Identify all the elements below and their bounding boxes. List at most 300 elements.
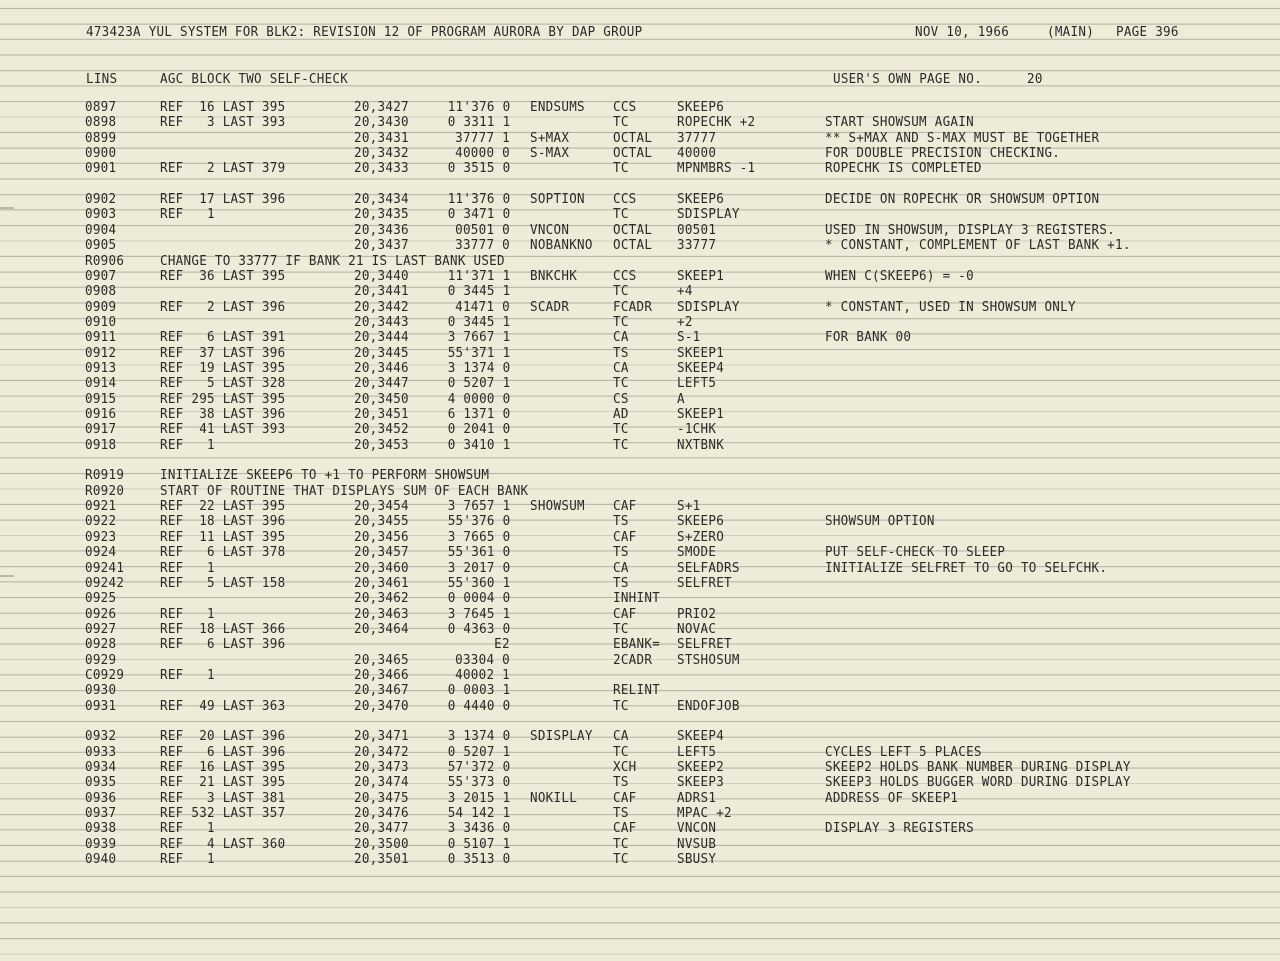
operand: SELFRET: [677, 574, 732, 591]
octal-code: 37777 1: [455, 129, 510, 146]
line-number: 0916: [85, 406, 117, 422]
octal-code: 0 3445 1: [447, 313, 510, 330]
address: 20,3470: [354, 697, 409, 714]
label: NOKILL: [530, 789, 578, 806]
label: SOPTION: [530, 191, 585, 208]
line-number: 0940: [85, 851, 117, 868]
address: 20,3437: [354, 237, 409, 254]
comment: DISPLAY 3 REGISTERS: [825, 820, 974, 837]
operand: SKEEP1: [677, 267, 725, 284]
opcode: TC: [613, 620, 629, 637]
octal-code: 3 1374 0: [447, 728, 510, 745]
line-number: 0923: [85, 528, 117, 545]
line-number: 0939: [85, 835, 117, 852]
reference: REF 5 LAST 158: [160, 574, 286, 591]
operand: NXTBNK: [677, 436, 725, 453]
comment: USED IN SHOWSUM, DISPLAY 3 REGISTERS.: [825, 221, 1116, 238]
address: 20,3477: [354, 820, 409, 837]
address: 20,3444: [354, 329, 409, 346]
address: 20,3435: [354, 206, 409, 223]
label: BNKCHK: [530, 267, 578, 284]
address: 20,3430: [354, 114, 409, 131]
listing-row: [0, 330, 1280, 345]
operand: SKEEP2: [677, 759, 725, 776]
line-number: 0938: [85, 820, 117, 837]
address: 20,3464: [354, 620, 409, 637]
address: 20,3447: [354, 375, 409, 392]
opcode: TS: [613, 344, 629, 361]
listing-row: [0, 315, 1280, 330]
operand: SELFRET: [677, 636, 732, 653]
listing-row: [0, 207, 1280, 222]
line-number: 0914: [85, 375, 117, 392]
octal-code: 0 3311 1: [447, 114, 510, 131]
reference: REF 6 LAST 396: [160, 636, 286, 653]
line-number: 0912: [85, 344, 117, 361]
operand: SKEEP6: [677, 99, 725, 115]
line-number: 0929: [85, 651, 117, 668]
operand: PRIO2: [677, 605, 717, 622]
listing-row: [0, 653, 1280, 668]
reference: REF 49 LAST 363: [160, 697, 286, 714]
opcode: AD: [613, 406, 629, 422]
comment: * CONSTANT, COMPLEMENT OF LAST BANK +1.: [825, 237, 1131, 254]
octal-code: 55'371 1: [447, 344, 510, 361]
comment: ROPECHK IS COMPLETED: [825, 160, 982, 177]
listing-row: [0, 223, 1280, 238]
operand: LEFT5: [677, 375, 717, 392]
opcode: FCADR: [613, 298, 653, 315]
opcode: OCTAL: [613, 221, 653, 238]
listing-row: [0, 238, 1280, 253]
opcode: TS: [613, 774, 629, 791]
opcode: TS: [613, 513, 629, 530]
operand: S+ZERO: [677, 528, 725, 545]
line-number: 09241: [85, 559, 125, 576]
lins-label: LINS: [86, 71, 118, 87]
line-number: 0901: [85, 160, 117, 177]
address: 20,3475: [354, 789, 409, 806]
operand: SELFADRS: [677, 559, 740, 576]
line-number: 0899: [85, 129, 117, 146]
listing-row: [0, 683, 1280, 698]
address: 20,3451: [354, 406, 409, 422]
line-number: 0917: [85, 421, 117, 438]
users-page-number: 20: [1027, 71, 1043, 87]
opcode: TC: [613, 697, 629, 714]
comment: FOR DOUBLE PRECISION CHECKING.: [825, 145, 1061, 162]
listing-row: [0, 115, 1280, 130]
opcode: CAF: [613, 528, 637, 545]
operand: -1CHK: [677, 421, 717, 438]
listing-row: [0, 699, 1280, 714]
line-number: 0935: [85, 774, 117, 791]
line-number: 0930: [85, 682, 117, 699]
octal-code: 57'372 0: [447, 759, 510, 776]
operand: SKEEP3: [677, 774, 725, 791]
remark-row: [0, 484, 1280, 499]
octal-code: 3 7657 1: [447, 498, 510, 515]
label: S+MAX: [530, 129, 570, 146]
listing-row: [0, 131, 1280, 146]
octal-code: 0 3410 1: [447, 436, 510, 453]
octal-code: 0 3445 1: [447, 283, 510, 300]
opcode: CAF: [613, 789, 637, 806]
opcode: TC: [613, 160, 629, 177]
opcode: CA: [613, 728, 629, 745]
line-number: 0902: [85, 191, 117, 208]
listing-row: [0, 300, 1280, 315]
reference: REF 37 LAST 396: [160, 344, 286, 361]
octal-code: 03304 0: [455, 651, 510, 668]
line-number: 0927: [85, 620, 117, 637]
octal-code: 41471 0: [455, 298, 510, 315]
remark-text: START OF ROUTINE THAT DISPLAYS SUM OF EACH BANK: [160, 482, 529, 499]
comment: SKEEP3 HOLDS BUGGER WORD DURING DISPLAY: [825, 774, 1131, 791]
opcode: TC: [613, 421, 629, 438]
line-number: 0900: [85, 145, 117, 162]
comment: FOR BANK 00: [825, 329, 912, 346]
reference: REF 19 LAST 395: [160, 359, 286, 376]
line-number: 0922: [85, 513, 117, 530]
reference: REF 17 LAST 396: [160, 191, 286, 208]
operand: SKEEP1: [677, 406, 725, 422]
listing-row: [0, 791, 1280, 806]
address: 20,3463: [354, 605, 409, 622]
reference: REF 36 LAST 395: [160, 267, 286, 284]
line-number: 0926: [85, 605, 117, 622]
comment: SHOWSUM OPTION: [825, 513, 935, 530]
opcode: TC: [613, 835, 629, 852]
line-number: 0918: [85, 436, 117, 453]
operand: SDISPLAY: [677, 206, 740, 223]
opcode: CA: [613, 559, 629, 576]
header-date: NOV 10, 1966: [915, 24, 1010, 40]
line-number: 0934: [85, 759, 117, 776]
line-number: 0897: [85, 99, 117, 115]
operand: S+1: [677, 498, 701, 515]
reference: REF 41 LAST 393: [160, 421, 286, 438]
line-number: 0925: [85, 590, 117, 607]
label: SHOWSUM: [530, 498, 585, 515]
line-number: 0898: [85, 114, 117, 131]
header-section: (MAIN): [1047, 24, 1095, 40]
address: 20,3473: [354, 759, 409, 776]
blank-row: [0, 177, 1280, 192]
line-number: 0913: [85, 359, 117, 376]
line-number: C0929: [85, 666, 125, 683]
address: 20,3450: [354, 390, 409, 407]
address: 20,3462: [354, 590, 409, 607]
opcode: TC: [613, 851, 629, 868]
octal-code: 55'361 0: [447, 544, 510, 561]
octal-code: 11'376 0: [447, 191, 510, 208]
listing-row: [0, 576, 1280, 591]
line-number: 0910: [85, 313, 117, 330]
operand: 37777: [677, 129, 717, 146]
operand: 00501: [677, 221, 717, 238]
octal-code: 4 0000 0: [447, 390, 510, 407]
reference: REF 1: [160, 851, 215, 868]
listing-row: [0, 146, 1280, 161]
opcode: EBANK=: [613, 636, 661, 653]
reference: REF 3 LAST 381: [160, 789, 286, 806]
listing-row: [0, 407, 1280, 422]
reference: REF 16 LAST 395: [160, 99, 286, 115]
octal-code: 0 4440 0: [447, 697, 510, 714]
octal-code: 3 3436 0: [447, 820, 510, 837]
block-title: AGC BLOCK TWO SELF-CHECK: [160, 71, 349, 87]
operand: S-1: [677, 329, 701, 346]
opcode: CA: [613, 329, 629, 346]
blank-row: [0, 453, 1280, 468]
operand: STSHOSUM: [677, 651, 740, 668]
reference: REF 18 LAST 396: [160, 513, 286, 530]
listing-row: [0, 622, 1280, 637]
operand: ROPECHK +2: [677, 114, 756, 131]
address: 20,3476: [354, 805, 409, 822]
line-number: 0933: [85, 743, 117, 760]
octal-code: 6 1371 0: [447, 406, 510, 422]
listing-row: [0, 346, 1280, 361]
listing-row: [0, 561, 1280, 576]
octal-code: 0 2041 0: [447, 421, 510, 438]
label: SCADR: [530, 298, 570, 315]
line-number: 0905: [85, 237, 117, 254]
operand: SKEEP1: [677, 344, 725, 361]
reference: REF 4 LAST 360: [160, 835, 286, 852]
operand: 40000: [677, 145, 717, 162]
comment: ** S+MAX AND S-MAX MUST BE TOGETHER: [825, 129, 1100, 146]
address: 20,3436: [354, 221, 409, 238]
address: 20,3433: [354, 160, 409, 177]
octal-code: 0 5207 1: [447, 375, 510, 392]
opcode: TS: [613, 805, 629, 822]
listing-row: [0, 545, 1280, 560]
opcode: RELINT: [613, 682, 661, 699]
address: 20,3455: [354, 513, 409, 530]
opcode: CAF: [613, 820, 637, 837]
reference: REF 2 LAST 379: [160, 160, 286, 177]
opcode: CAF: [613, 605, 637, 622]
address: 20,3467: [354, 682, 409, 699]
octal-code: 0 5207 1: [447, 743, 510, 760]
reference: REF 2 LAST 396: [160, 298, 286, 315]
reference: REF 38 LAST 396: [160, 406, 286, 422]
opcode: TC: [613, 375, 629, 392]
address: 20,3501: [354, 851, 409, 868]
listing-row: [0, 361, 1280, 376]
octal-code: 00501 0: [455, 221, 510, 238]
operand: MPNMBRS -1: [677, 160, 756, 177]
address: 20,3445: [354, 344, 409, 361]
listing-row: [0, 422, 1280, 437]
listing-row: [0, 438, 1280, 453]
octal-code: 3 7667 1: [447, 329, 510, 346]
address: 20,3460: [354, 559, 409, 576]
opcode: CA: [613, 359, 629, 376]
operand: SMODE: [677, 544, 717, 561]
opcode: CAF: [613, 498, 637, 515]
address: 20,3457: [354, 544, 409, 561]
operand: 33777: [677, 237, 717, 254]
listing-row: [0, 100, 1280, 115]
operand: VNCON: [677, 820, 717, 837]
operand: SKEEP6: [677, 191, 725, 208]
line-number: 0907: [85, 267, 117, 284]
opcode: CCS: [613, 191, 637, 208]
address: 20,3452: [354, 421, 409, 438]
remark-row: [0, 468, 1280, 483]
reference: REF 6 LAST 391: [160, 329, 286, 346]
line-number: R0906: [85, 252, 125, 269]
reference: REF 21 LAST 395: [160, 774, 286, 791]
listing-row: [0, 269, 1280, 284]
opcode: OCTAL: [613, 237, 653, 254]
comment: DECIDE ON ROPECHK OR SHOWSUM OPTION: [825, 191, 1100, 208]
line-number: 0924: [85, 544, 117, 561]
listing-row: [0, 591, 1280, 606]
listing-row: [0, 821, 1280, 836]
listing-row: [0, 607, 1280, 622]
line-number: 0932: [85, 728, 117, 745]
line-number: 0903: [85, 206, 117, 223]
listing-row: [0, 837, 1280, 852]
reference: REF 1: [160, 559, 215, 576]
octal-code: 40000 0: [455, 145, 510, 162]
reference: REF 532 LAST 357: [160, 805, 286, 822]
address: 20,3465: [354, 651, 409, 668]
octal-code: 11'371 1: [447, 267, 510, 284]
opcode: TS: [613, 574, 629, 591]
reference: REF 3 LAST 393: [160, 114, 286, 131]
line-number: 0909: [85, 298, 117, 315]
operand: NOVAC: [677, 620, 717, 637]
address: 20,3434: [354, 191, 409, 208]
opcode: OCTAL: [613, 129, 653, 146]
address: 20,3427: [354, 99, 409, 115]
octal-code: 3 2015 1: [447, 789, 510, 806]
opcode: CS: [613, 390, 629, 407]
comment: SKEEP2 HOLDS BANK NUMBER DURING DISPLAY: [825, 759, 1131, 776]
operand: NVSUB: [677, 835, 717, 852]
line-number: R0920: [85, 482, 125, 499]
operand: SBUSY: [677, 851, 717, 868]
octal-code: 0 0003 1: [447, 682, 510, 699]
opcode: TC: [613, 114, 629, 131]
octal-code: 55'376 0: [447, 513, 510, 530]
octal-code: 3 2017 0: [447, 559, 510, 576]
octal-code: 0 3515 0: [447, 160, 510, 177]
listing-row: [0, 729, 1280, 744]
octal-code: 3 1374 0: [447, 359, 510, 376]
comment: WHEN C(SKEEP6) = -0: [825, 267, 974, 284]
line-number: 0908: [85, 283, 117, 300]
address: 20,3446: [354, 359, 409, 376]
octal-code: 3 7665 0: [447, 528, 510, 545]
operand: ADRS1: [677, 789, 717, 806]
remark-text: CHANGE TO 33777 IF BANK 21 IS LAST BANK USED: [160, 252, 505, 269]
users-page-label: USER'S OWN PAGE NO.: [833, 71, 982, 87]
address: 20,3431: [354, 129, 409, 146]
address: 20,3472: [354, 743, 409, 760]
label: NOBANKNO: [530, 237, 593, 254]
opcode: CCS: [613, 267, 637, 284]
opcode: TC: [613, 206, 629, 223]
address: 20,3471: [354, 728, 409, 745]
octal-code: E2: [494, 636, 510, 653]
comment: PUT SELF-CHECK TO SLEEP: [825, 544, 1006, 561]
address: 20,3432: [354, 145, 409, 162]
reference: REF 1: [160, 820, 215, 837]
operand: +4: [677, 283, 693, 300]
listing-row: [0, 514, 1280, 529]
comment: CYCLES LEFT 5 PLACES: [825, 743, 982, 760]
header-title: 473423A YUL SYSTEM FOR BLK2: REVISION 12 OF PROGRAM AURORA BY DAP GROUP: [86, 24, 643, 40]
operand: SKEEP4: [677, 728, 725, 745]
opcode: TC: [613, 436, 629, 453]
listing-row: [0, 392, 1280, 407]
listing-row: [0, 192, 1280, 207]
address: 20,3453: [354, 436, 409, 453]
operand: MPAC +2: [677, 805, 732, 822]
octal-code: 0 3471 0: [447, 206, 510, 223]
reference: REF 16 LAST 395: [160, 759, 286, 776]
octal-code: 33777 0: [455, 237, 510, 254]
reference: REF 1: [160, 666, 215, 683]
listing-row: [0, 852, 1280, 867]
listing-row: [0, 499, 1280, 514]
line-number: 0915: [85, 390, 117, 407]
listing-row: [0, 668, 1280, 683]
operand: SKEEP4: [677, 359, 725, 376]
label: VNCON: [530, 221, 570, 238]
reference: REF 1: [160, 436, 215, 453]
listing-row: [0, 775, 1280, 790]
octal-code: 0 0004 0: [447, 590, 510, 607]
opcode: TS: [613, 544, 629, 561]
listing-row: [0, 760, 1280, 775]
opcode: INHINT: [613, 590, 661, 607]
opcode: OCTAL: [613, 145, 653, 162]
reference: REF 18 LAST 366: [160, 620, 286, 637]
line-number: 0936: [85, 789, 117, 806]
address: 20,3456: [354, 528, 409, 545]
operand: SKEEP6: [677, 513, 725, 530]
line-number: R0919: [85, 467, 125, 484]
reference: REF 295 LAST 395: [160, 390, 286, 407]
operand: LEFT5: [677, 743, 717, 760]
operand: ENDOFJOB: [677, 697, 740, 714]
comment: INITIALIZE SELFRET TO GO TO SELFCHK.: [825, 559, 1108, 576]
listing-row: [0, 161, 1280, 176]
line-number: 0904: [85, 221, 117, 238]
comment: ADDRESS OF SKEEP1: [825, 789, 959, 806]
octal-code: 55'360 1: [447, 574, 510, 591]
line-number: 0911: [85, 329, 117, 346]
header-page-number: PAGE 396: [1116, 24, 1179, 40]
line-number: 09242: [85, 574, 125, 591]
line-number: 0921: [85, 498, 117, 515]
reference: REF 20 LAST 396: [160, 728, 286, 745]
listing-row: [0, 376, 1280, 391]
reference: REF 6 LAST 396: [160, 743, 286, 760]
label: S-MAX: [530, 145, 570, 162]
listing-row: [0, 284, 1280, 299]
address: 20,3440: [354, 267, 409, 284]
address: 20,3454: [354, 498, 409, 515]
octal-code: 0 5107 1: [447, 835, 510, 852]
